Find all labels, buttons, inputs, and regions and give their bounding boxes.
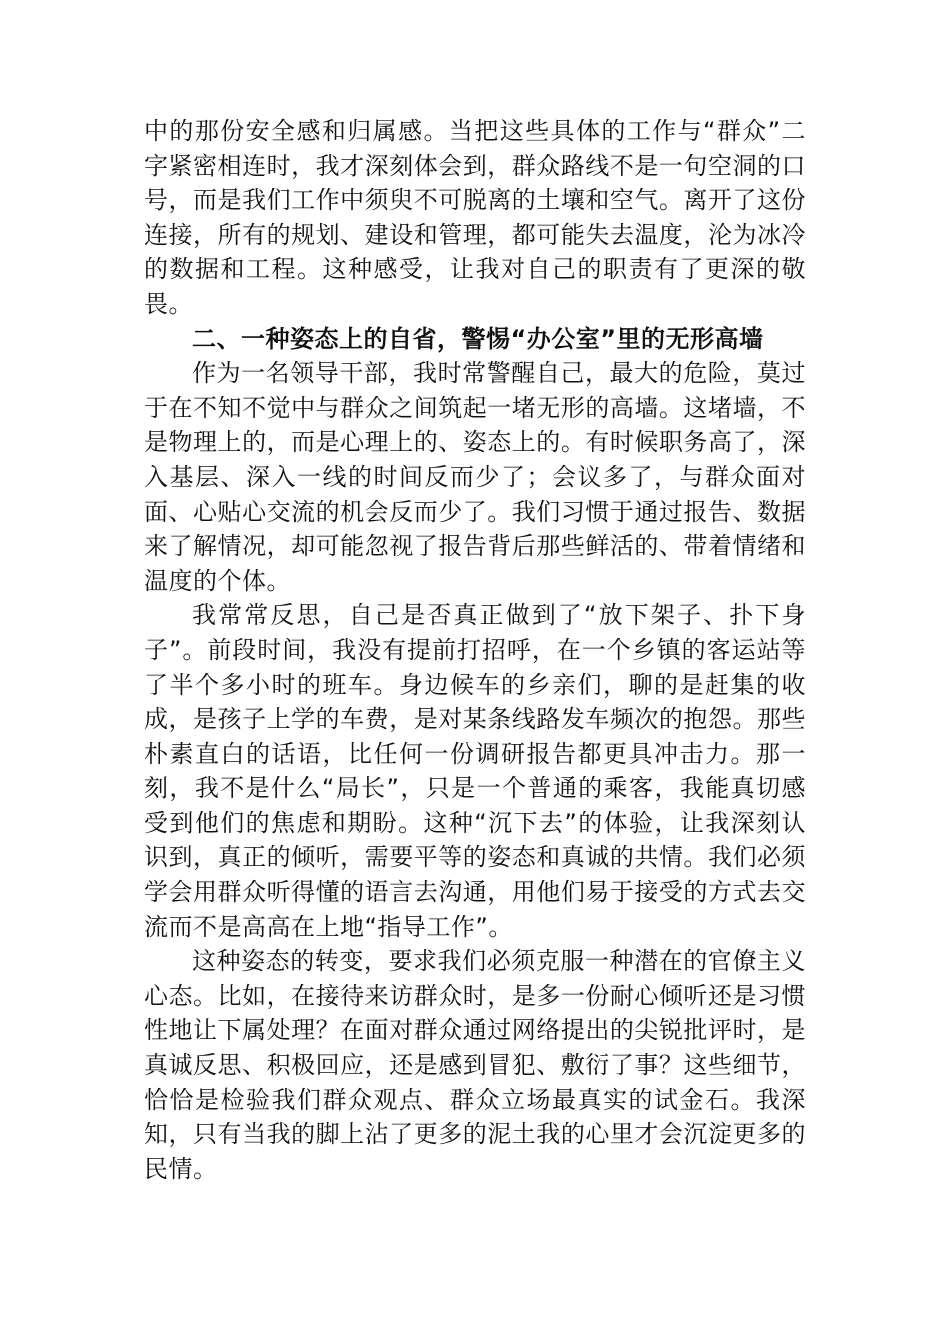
document-body	[144, 114, 806, 1186]
section-heading: 二、一种姿态上的自省，警惕“办公室”里的无形高墙	[192, 324, 764, 353]
paragraph: 这种姿态的转变，要求我们必须克服一种潜在的官僚主义心态。比如，在接待来访群众时，是多一份耐心倾听还是习惯性地让下属处理？在面对群众通过网络提出的尖锐批评时，是真诚反思、积极回应，还是感到冒犯、敷衍了事？这些细节，恰恰是检验我们群众观点、群众立场最真实的试金石。我深知，只有当我的脚上沾了更多的泥土我的心里才会沉淀更多的民情。	[144, 947, 806, 1183]
paragraph-continuation: 中的那份安全感和归属感。当把这些具体的工作与“群众”二字紧密相连时，我才深刻体会到，群众路线不是一句空洞的口号，而是我们工作中须臾不可脱离的土壤和空气。离开了这份连接，所有的规划、建设和管理，都可能失去温度，沦为冰冷的数据和工程。这种感受，让我对自己的职责有了更深的敬畏。	[144, 117, 806, 318]
paragraph: 我常常反思，自己是否真正做到了“放下架子、扑下身子”。前段时间，我没有提前打招呼，在一个乡镇的客运站等了半个多小时的班车。身边候车的乡亲们，聊的是赶集的收成，是孩子上学的车费，是对某条线路发车频次的抱怨。那些朴素直白的话语，比任何一份调研报告都更具冲击力。那一刻，我不是什么“局长”，只是一个普通的乘客，我能真切感受到他们的焦虑和期盼。这种“沉下去”的体验，让我深刻认识到，真正的倾听，需要平等的姿态和真诚的共情。我们必须学会用群众听得懂的语言去沟通，用他们易于接受的方式去交流而不是高高在上地“指导工作”。	[144, 601, 806, 941]
paragraph: 作为一名领导干部，我时常警醒自己，最大的危险，莫过于在不知不觉中与群众之间筑起一堵无形的高墙。这堵墙，不是物理上的，而是心理上的、姿态上的。有时候职务高了，深入基层、深入一线的时间反而少了；会议多了，与群众面对面、心贴心交流的机会反而少了。我们习惯于通过报告、数据来了解情况，却可能忽视了报告背后那些鲜活的、带着情绪和温度的个体。	[144, 359, 806, 595]
